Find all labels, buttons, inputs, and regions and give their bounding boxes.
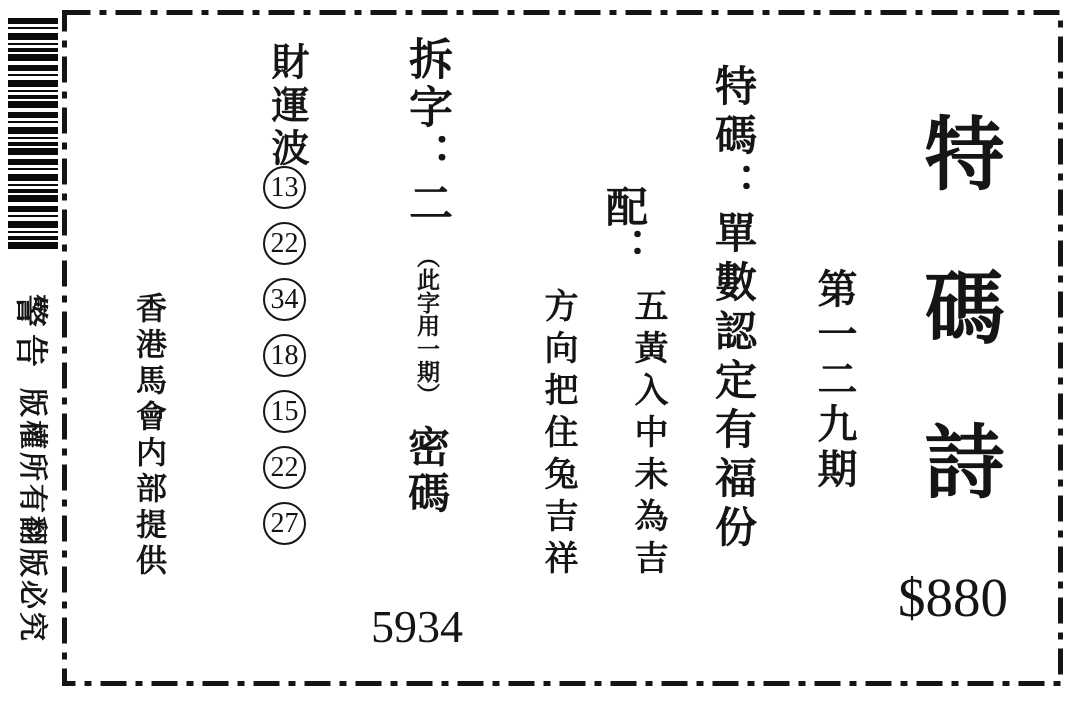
- issue-label: 第一二九期: [811, 268, 857, 493]
- split-word-label: 拆字：二: [401, 36, 452, 228]
- fortune-number-badge: [263, 446, 306, 489]
- fortune-number: 15: [270, 395, 299, 427]
- provider-label: 香港馬會内部提供: [130, 292, 166, 580]
- fortune-number-badge: [263, 278, 306, 321]
- fortune-number-badge: [263, 502, 306, 545]
- secret-code-value: 5934: [371, 601, 463, 652]
- fortune-number: 13: [270, 171, 299, 203]
- fortune-number: 22: [270, 227, 299, 259]
- fortune-number-badge: [263, 334, 306, 377]
- fortune-number-badge: [263, 390, 306, 433]
- page-title: 特碼詩: [911, 112, 1004, 574]
- barcode-icon: [8, 18, 58, 252]
- fortune-number-badge: [263, 222, 306, 265]
- fortune-wave-label: 財運波: [265, 42, 309, 171]
- split-word-note: （此字用一期）: [413, 245, 439, 407]
- pairing-line-left: 方向把住兔吉祥: [538, 288, 578, 582]
- price-label: $880: [898, 567, 1008, 628]
- fortune-number-badge: [263, 166, 306, 209]
- fortune-number: 34: [270, 283, 299, 315]
- fortune-number: 22: [270, 451, 299, 483]
- copyright-label: 版權所有翻版必究: [16, 388, 50, 645]
- pairing-label: 配：: [600, 185, 649, 269]
- pairing-line-right: 五黃入中未為吉: [628, 288, 668, 582]
- secret-code-label: 密碼: [402, 425, 451, 518]
- special-code-text: 特碼：單數認定有福份: [709, 64, 758, 554]
- fortune-number: 18: [270, 339, 299, 371]
- fortune-wave-numbers: [263, 166, 306, 545]
- warning-label: 警告: [12, 294, 51, 374]
- split-word-column: [394, 36, 458, 517]
- fortune-number: 27: [270, 507, 299, 539]
